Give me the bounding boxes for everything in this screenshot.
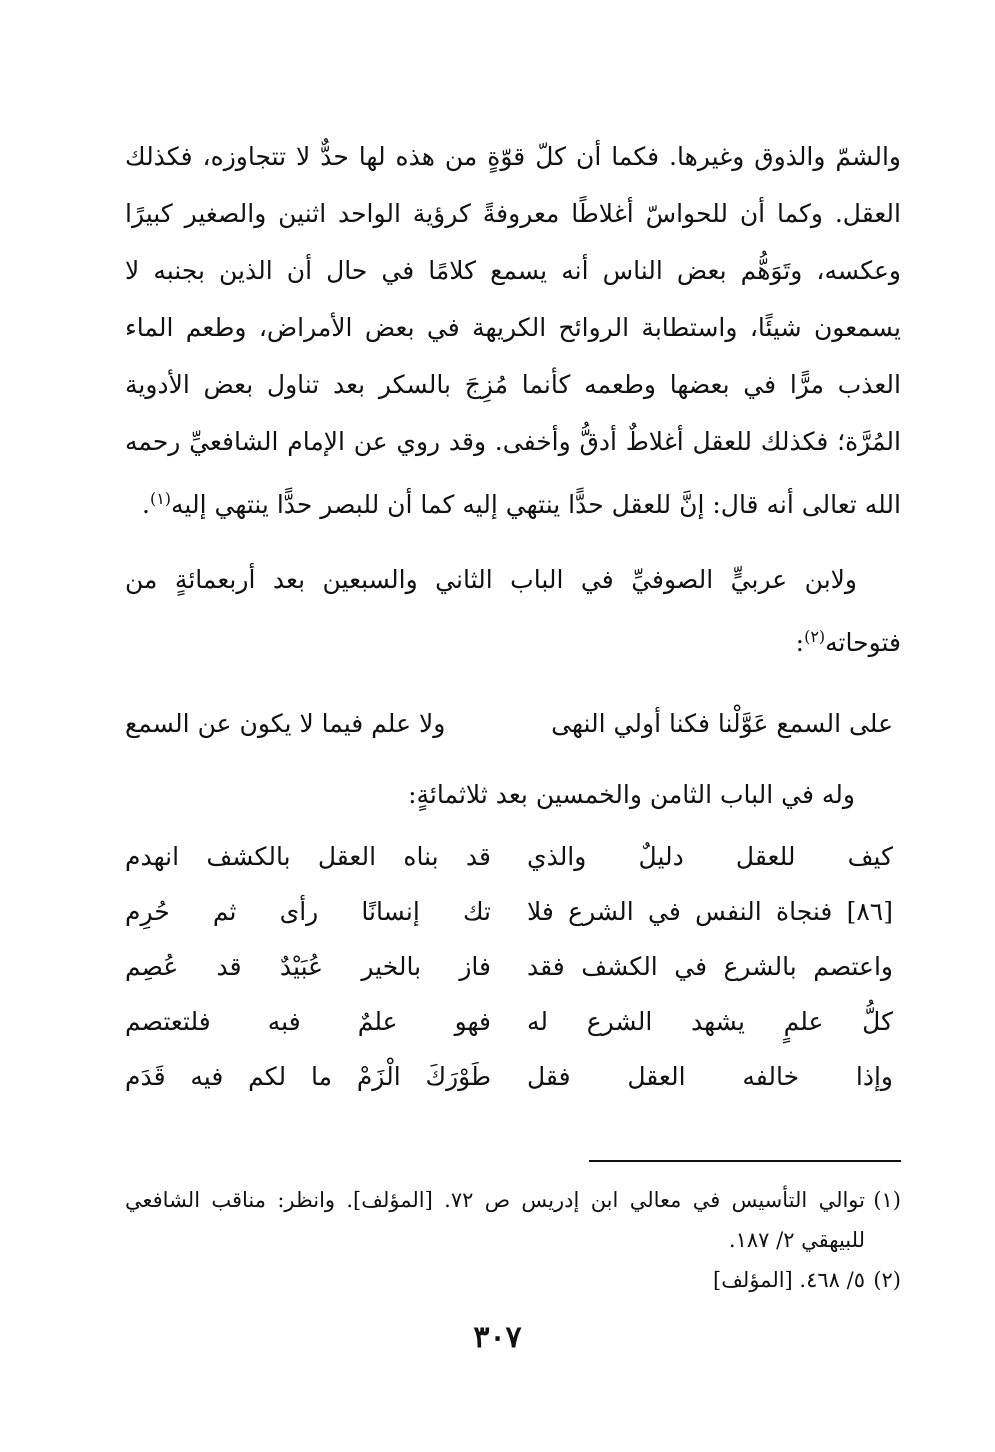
paragraph-2-text: ولابن عربيٍّ الصوفيِّ في الباب الثاني والسبعين بعد أربعمائةٍ من فتوحاته (125, 565, 901, 657)
footnote-ref-2: (٢) (804, 627, 826, 646)
poem-first-hemistich: [٨٦] فنجاة النفس في الشرع فلا (527, 897, 893, 926)
poem-verse (125, 1052, 901, 1107)
main-text (125, 128, 901, 671)
poem-first-hemistich: كلُّ علمٍ يشهد الشرع له (527, 1007, 893, 1036)
poem-second-hemistich: فهو علمٌ فبه فلتعتصم (125, 1007, 491, 1036)
footnotes (125, 1180, 901, 1300)
footnote-ref-1: (١) (149, 489, 172, 508)
poem-intro: وله في الباب الثامن والخمسين بعد ثلاثمائةٍ: (408, 780, 855, 809)
footnote-number: (٢) (873, 1268, 901, 1292)
poem-verse (125, 997, 901, 1052)
footnote-number: (١) (873, 1188, 901, 1212)
poem-second-hemistich: قد بناه العقل بالكشف انهدم (125, 842, 491, 871)
footnote-separator (589, 1160, 901, 1162)
poem-verse (125, 942, 901, 997)
paragraph-2-end: : (795, 628, 805, 657)
poem-first-hemistich: وإذا خالفه العقل فقل (527, 1062, 893, 1091)
poem-verse (125, 832, 901, 887)
poem-second-hemistich: طَوْرَكَ الْزَمْ ما لكم فيه قَدَم (125, 1062, 491, 1091)
poem-second-hemistich: تك إنسانًا رأى ثم حُرِم (125, 897, 491, 926)
verse-first-hemistich: على السمع عَوَّلْنا فكنا أولي النهى (551, 709, 893, 738)
poem-second-hemistich: فاز بالخير عُبَيْدٌ قد عُصِم (125, 952, 491, 981)
poem (125, 832, 901, 1107)
paragraph-1-text: والشمّ والذوق وغيرها. فكما أن كلّ قوّةٍ من هذه لها حدٌّ لا تتجاوزه، فكذلك العقل. وكما أن للحواسّ أغلاطًا معروفةً كرؤية الواحد اثنين والصغير كبيرًا وعكسه، وتَوَهُّم بعض الناس أنه يسمع كلامًا في حال أن الذين بجنبه لا يسمعون شيئًا، واستطابة الروائح الكريهة في بعض الأمراض، وطعم الماء العذب مرًّا في بعضها وطعمه كأنما مُزِجَ بالسكر بعد تناول بعض الأدوية المُرَّة؛ فكذلك للعقل أغلاطٌ أدقُّ وأخفى. وقد روي عن الإمام الشافعيِّ رحمه الله تعالى أنه قال: إنَّ للعقل حدًّا ينتهي إليه كما أن للبصر حدًّا ينتهي إليه (125, 142, 901, 519)
paragraph-1-end: . (141, 490, 150, 519)
footnote-1 (125, 1180, 901, 1260)
footnote-2 (125, 1260, 901, 1300)
poem-first-hemistich: واعتصم بالشرع في الكشف فقد (527, 952, 893, 981)
poem-verse (125, 887, 901, 942)
poem-first-hemistich: كيف للعقل دليلٌ والذي (527, 842, 893, 871)
verse-single (125, 695, 901, 752)
footnote-text: ٥/ ٤٦٨. [المؤلف] (713, 1268, 865, 1292)
page-number: ٣٠٧ (473, 1320, 522, 1355)
paragraph-1 (125, 128, 901, 533)
footnote-text: توالي التأسيس في معالي ابن إدريس ص ٧٢. [المؤلف]. وانظر: مناقب الشافعي للبيهقي ٢/ ١٨٧. (125, 1188, 865, 1252)
paragraph-2 (125, 551, 901, 671)
verse-second-hemistich: ولا علم فيما لا يكون عن السمع (125, 709, 446, 738)
